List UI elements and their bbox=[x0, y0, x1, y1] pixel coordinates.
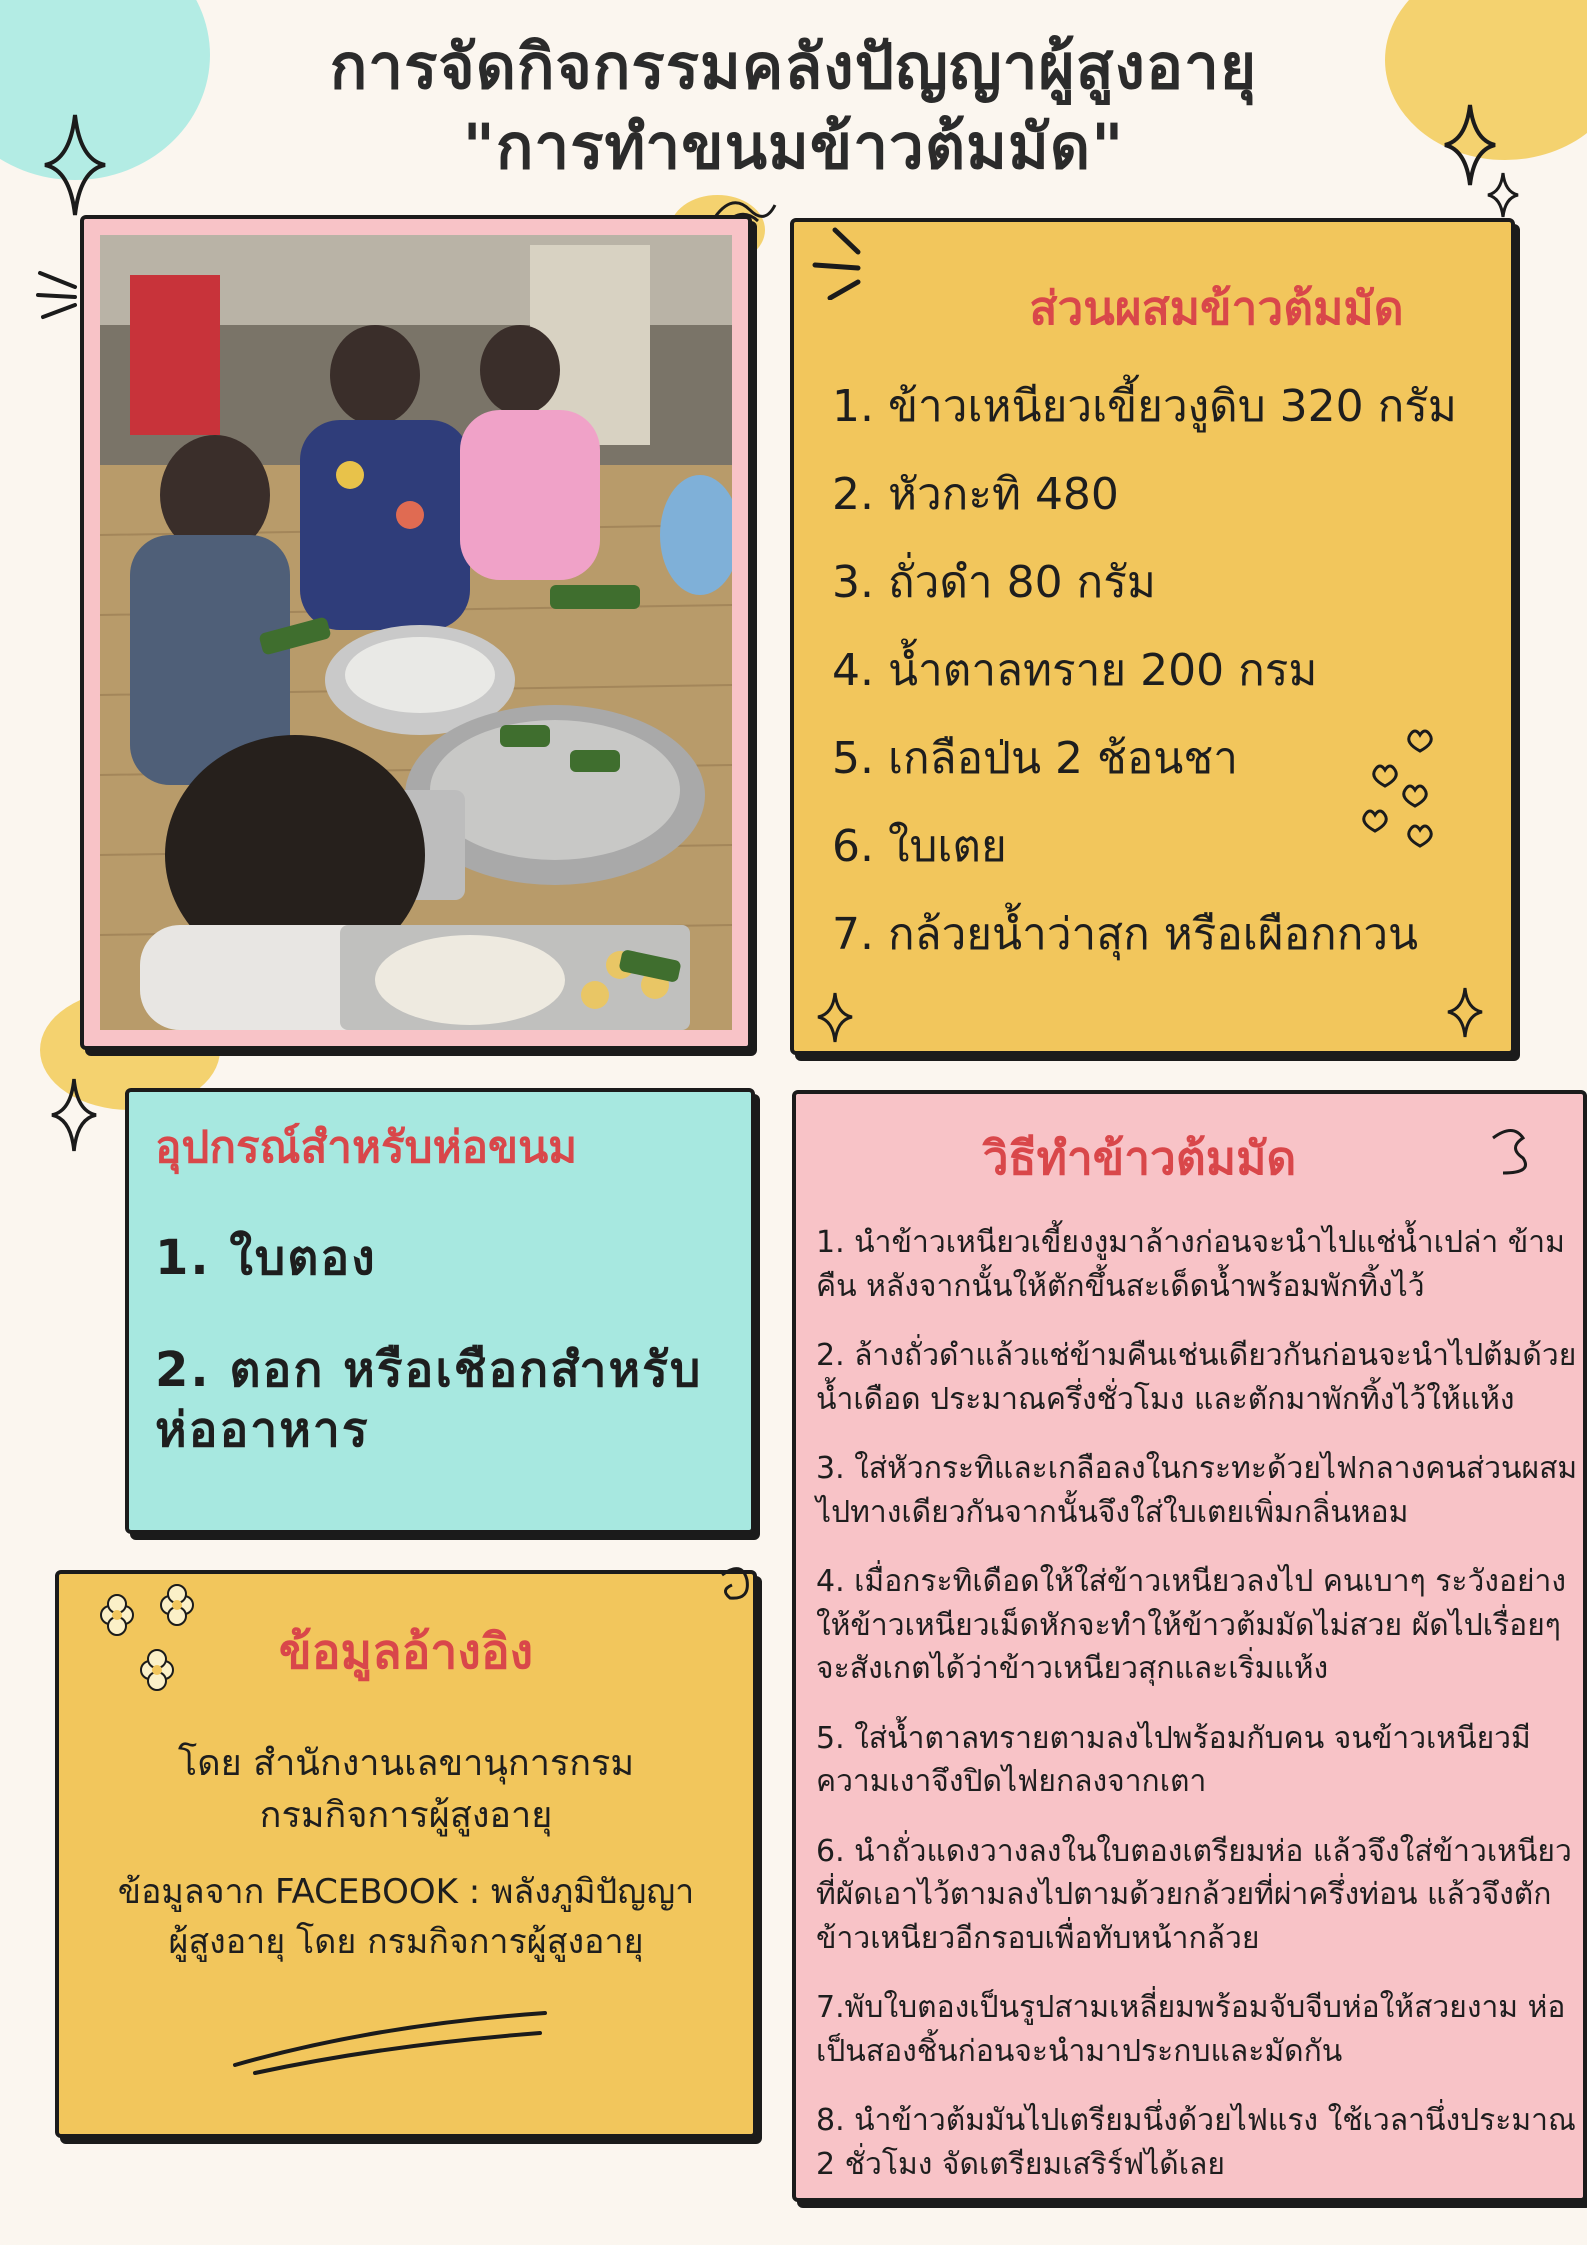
list-item: 1. ข้าวเหนียวเขี้ยวงูดิบ 320 กรัม bbox=[832, 381, 1457, 432]
burst-lines-icon bbox=[35, 265, 85, 325]
method-step: 2. ล้างถั่วดำแล้วแช่ข้ามคืนเช่นเดียวกันก่อนจะนำไปต้มด้วยน้ำเดือด ประมาณครึ่งชั่วโมง และตักมาพักทิ้งไว้ให้แห้ง bbox=[816, 1338, 1577, 1417]
activity-photo bbox=[80, 215, 752, 1050]
list-item: 5. เกลือป่น 2 ช้อนชา bbox=[832, 733, 1238, 784]
ingredients-card bbox=[790, 218, 1515, 1055]
method-step: 6. นำถั่วแดงวางลงในใบตองเตรียมห่อ แล้วจึงใส่ข้าวเหนียวที่ผัดเอาไว้ตามลงไปตามด้วยกล้วยที่ผ่าครึ่งท่อน แล้วจึงตักข้าวเหนียวอีกรอบเพื่อทับหน้ากล้วย bbox=[816, 1833, 1572, 1956]
sparkle-icon bbox=[1445, 985, 1485, 1040]
ingredients-heading: ส่วนผสมข้าวต้มมัด bbox=[1029, 281, 1404, 335]
equipment-item: 1. ใบตอง bbox=[155, 1230, 377, 1286]
method-heading: วิธีทำข้าวต้มมัด bbox=[982, 1131, 1297, 1185]
reference-text: ผู้สูงอายุ โดย กรมกิจการผู้สูงอายุ bbox=[168, 1921, 644, 1962]
method-step: 1. นำข้าวเหนียวเขี้ยงงูมาล้างก่อนจะนำไปแช่น้ำเปล่า ข้ามคืน หลังจากนั้นให้ตักขึ้นสะเด็ดน้ำพร้อมพักทิ้งไว้ bbox=[816, 1225, 1565, 1304]
list-item: 3. ถั่วดำ 80 กรัม bbox=[832, 557, 1156, 608]
burst-lines-icon bbox=[810, 220, 880, 300]
reference-text: กรมกิจการผู้สูงอายุ bbox=[259, 1795, 553, 1837]
swirl-icon bbox=[712, 1560, 762, 1620]
squiggle-icon bbox=[1478, 1118, 1548, 1188]
sparkle-icon bbox=[48, 1075, 100, 1155]
ingredients-list bbox=[832, 381, 1481, 960]
list-item: 7. กล้วยน้ำว่าสุก หรือเผือกกวน bbox=[832, 909, 1419, 960]
hearts-icon bbox=[1360, 720, 1450, 860]
method-step: 8. นำข้าวต้มมันไปเตรียมนึ่งด้วยไฟแรง ใช้เวลานึ่งประมาณ 2 ชั่วโมง จัดเตรียมเสริร์ฟได้เลย bbox=[816, 2103, 1576, 2182]
method-step: 4. เมื่อกระทิเดือดให้ใส่ข้าวเหนียวลงไป คนเบาๆ ระวังอย่างให้ข้าวเหนียวเม็ดหักจะทำให้ข้าวต้มมัดไม่สวย ผัดไปเรื่อยๆ จะสังเกตได้ว่าข้าวเหนียวสุกและเริ่มแห้ง bbox=[816, 1564, 1567, 1686]
list-item: 2. หัวกะทิ 480 bbox=[832, 469, 1119, 520]
equipment-item: 2. ตอก หรือเชือกสำหรับห่ออาหาร bbox=[155, 1342, 703, 1458]
sparkle-icon bbox=[40, 110, 110, 220]
reference-text: โดย สำนักงานเลขานุการกรม bbox=[177, 1743, 635, 1784]
underline-stroke-icon bbox=[225, 2005, 555, 2085]
equipment-card bbox=[125, 1088, 755, 1534]
page-title-line1: การจัดกิจกรรมคลังปัญญาผู้สูงอายุ bbox=[329, 30, 1258, 103]
equipment-heading: อุปกรณ์สำหรับห่อขนม bbox=[155, 1122, 578, 1173]
method-step: 5. ใส่น้ำตาลทรายตามลงไปพร้อมกับคน จนข้าวเหนียวมีความเงาจึงปิดไฟยกลงจากเตา bbox=[816, 1720, 1531, 1799]
method-step: 7.พับใบตองเป็นรูปสามเหลี่ยมพร้อมจับจีบห่อให้สวยงาม ห่อเป็นสองชิ้นก่อนจะนำมาประกบและมัดกัน bbox=[816, 1990, 1566, 2069]
photo-of-elders-wrapping-icon bbox=[100, 235, 732, 1030]
list-item: 4. น้ำตาลทราย 200 กรม bbox=[832, 645, 1318, 696]
reference-text: ข้อมูลจาก FACEBOOK : พลังภูมิปัญญา bbox=[117, 1872, 695, 1913]
sparkle-icon bbox=[1485, 170, 1521, 220]
page-title-line2: "การทำขนมข้าวต้มมัด" bbox=[462, 110, 1125, 183]
list-item: 6. ใบเตย bbox=[832, 821, 1007, 872]
reference-heading: ข้อมูลอ้างอิง bbox=[278, 1624, 534, 1680]
flower-icon bbox=[80, 1580, 210, 1710]
sparkle-icon bbox=[815, 990, 855, 1045]
method-step: 3. ใส่หัวกระทิและเกลือลงในกระทะด้วยไฟกลางคนส่วนผสมไปทางเดียวกันจากนั้นจึงใส่ใบเตยเพิ่มกลิ่นหอม bbox=[816, 1451, 1578, 1530]
method-card bbox=[792, 1090, 1587, 2202]
